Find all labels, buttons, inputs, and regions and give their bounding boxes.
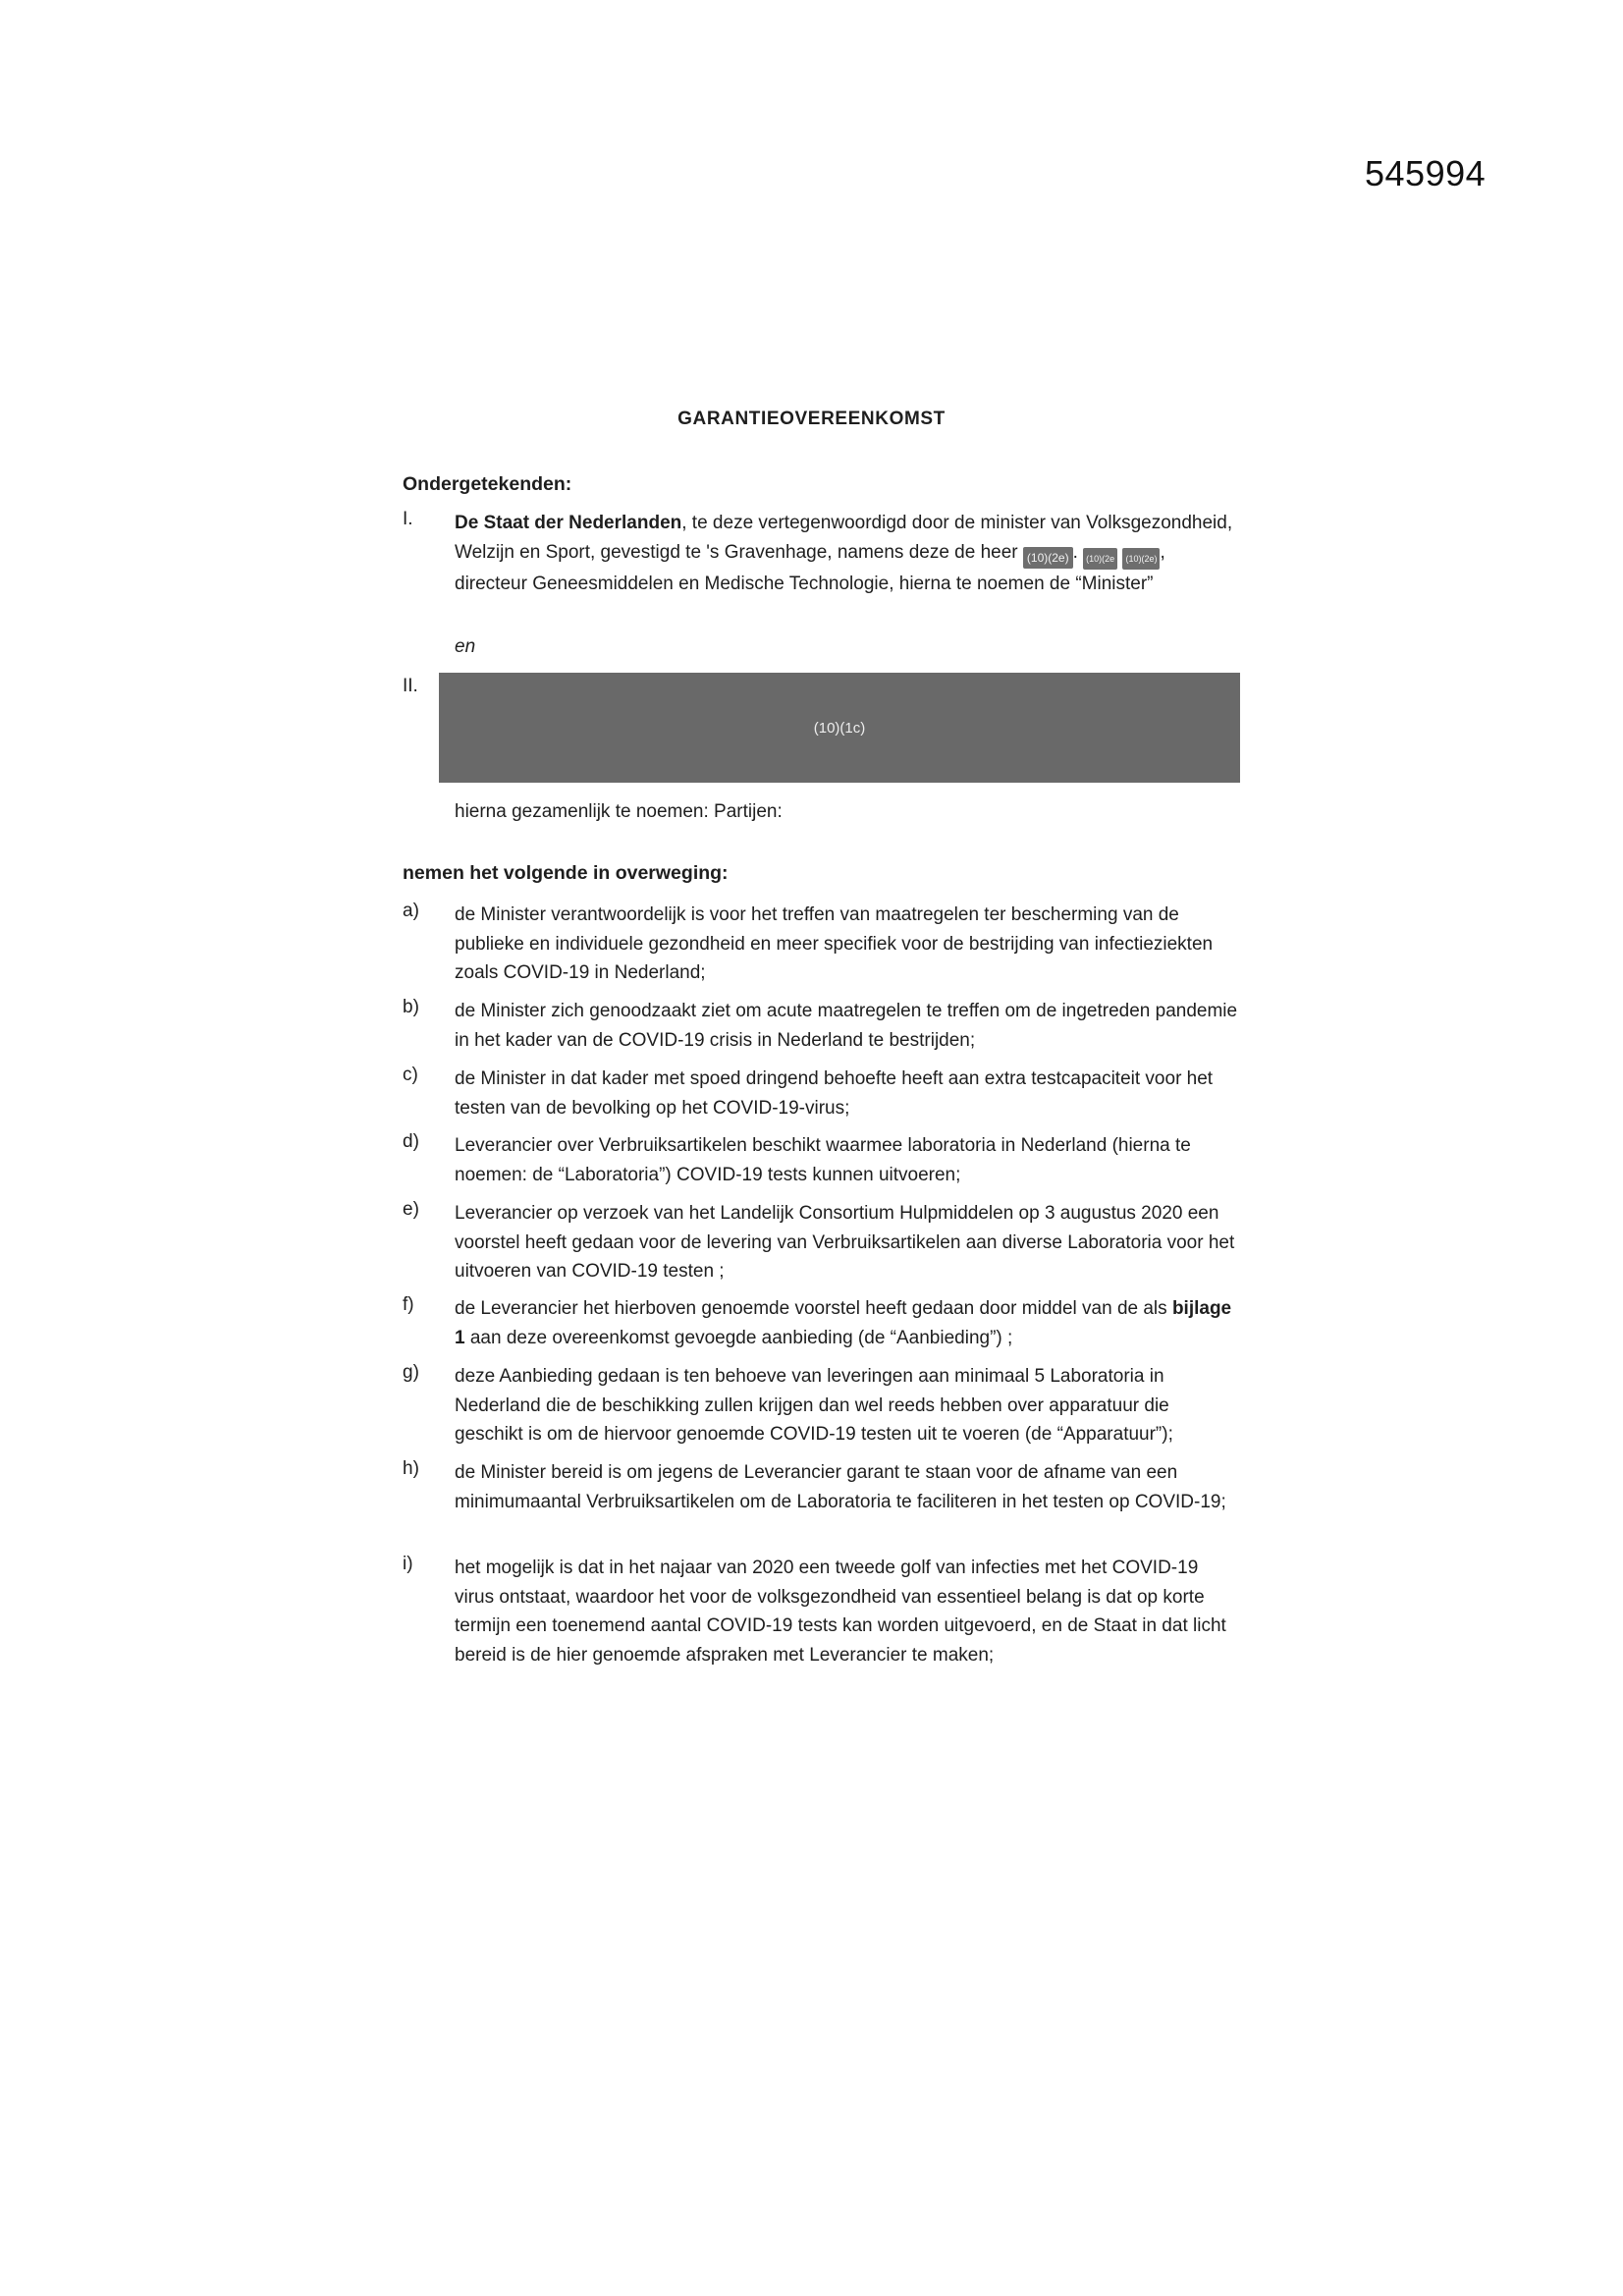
consideration-text: de Minister in dat kader met spoed dringend behoefte heeft aan extra testcapaciteit voor het testen van de bevolking op het COVID-19-virus; [455, 1068, 1214, 1119]
redaction-box: (10)(2e) [1023, 547, 1073, 569]
consideration-label: b) [403, 997, 419, 1017]
consideration-label: i) [403, 1554, 413, 1574]
consideration-label: c) [403, 1065, 418, 1085]
consideration-label: f) [403, 1294, 414, 1315]
consideration-text: de Minister zich genoodzaakt ziet om acute maatregelen te treffen om de ingetreden pandemie in het kader van de COVID-19 crisis in Nederland te bestrijden; [455, 1001, 1238, 1051]
party-i [403, 509, 1247, 627]
party-ii-redaction [439, 673, 1240, 783]
party-i-text [455, 509, 1240, 598]
consideration-item [403, 1199, 1247, 1287]
party-ii-label: II. [403, 676, 418, 696]
and-word: en [455, 636, 476, 657]
appendix-reference: bijlage 1 [455, 1298, 1232, 1348]
party-i-text-3: , directeur Geneesmiddelen en Medische Technologie, hierna te noemen de “Minister” [455, 541, 1165, 594]
consideration-item [403, 1554, 1247, 1671]
document-number: 545994 [1365, 153, 1487, 193]
consideration-item [403, 1131, 1247, 1190]
consideration-label: h) [403, 1458, 419, 1479]
redaction-box: (10)(2e) [1122, 548, 1160, 570]
consideration-item [403, 1065, 1247, 1123]
considerations-heading: nemen het volgende in overweging: [403, 862, 729, 884]
signatories-heading: Ondergetekenden: [403, 473, 572, 495]
party-i-label: I. [403, 509, 413, 529]
consideration-label: e) [403, 1199, 419, 1220]
consideration-text: deze Aanbieding gedaan is ten behoeve van leveringen aan minimaal 5 Laboratoria in Nederland die de beschikking zullen krijgen dan wel reeds hebben over apparatuur die geschikt is om de hiervoor genoemde COVID-19 testen uit te voeren (de “Apparatuur”); [455, 1366, 1173, 1445]
party-i-text-2: . [1072, 541, 1078, 563]
consideration-text-after: aan deze overeenkomst gevoegde aanbieding (de “Aanbieding”) ; [464, 1327, 1013, 1348]
consideration-text: Leverancier over Verbruiksartikelen beschikt waarmee laboratoria in Nederland (hierna te noemen: de “Laboratoria”) COVID-19 tests kunnen uitvoeren; [455, 1135, 1191, 1185]
consideration-item [403, 901, 1247, 989]
consideration-item [403, 1294, 1247, 1353]
consideration-label: d) [403, 1131, 419, 1152]
document-title: GARANTIEOVEREENKOMST [677, 409, 946, 429]
consideration-label: g) [403, 1362, 419, 1383]
consideration-text: de Minister verantwoordelijk is voor het treffen van maatregelen ter bescherming van de publieke en individuele gezondheid en meer specifiek voor de bestrijding van infectieziekten zoals COVID-19 in Nederland; [455, 904, 1214, 983]
consideration-text: Leverancier op verzoek van het Landelijk Consortium Hulpmiddelen op 3 augustus 2020 een voorstel heeft gedaan voor de levering van Verbruiksartikelen aan diverse Laboratoria voor het uitvoeren van COVID-19 testen ; [455, 1203, 1235, 1282]
party-i-name: De Staat der Nederlanden [455, 513, 682, 533]
consideration-text [455, 1294, 1240, 1352]
jointly-text: hierna gezamenlijk te noemen: Partijen: [455, 801, 783, 822]
redaction-box: (10)(2e [1083, 548, 1117, 570]
consideration-text-before: de Leverancier het hierboven genoemde voorstel heeft gedaan door middel van de als [455, 1298, 1172, 1319]
consideration-item [403, 1458, 1247, 1547]
consideration-label: a) [403, 901, 419, 921]
consideration-text: het mogelijk is dat in het najaar van 2020 een tweede golf van infecties met het COVID-19 virus ontstaat, waardoor het voor de volksgezondheid van essentieel belang is dat op korte termijn een toenemend aantal COVID-19 tests kan worden uitgevoerd, en de Staat in dat licht bereid is de hier genoemde afspraken met Leverancier te maken; [455, 1558, 1226, 1666]
party-ii-redaction-code: (10)(1c) [813, 719, 866, 737]
consideration-text: de Minister bereid is om jegens de Leverancier garant te staan voor de afname van een minimumaantal Verbruiksartikelen om de Laboratoria te faciliteren in het testen op COVID-19; [455, 1462, 1226, 1512]
party-i-text-1: , te deze vertegenwoordigd door de minister van Volksgezondheid, Welzijn en Sport, gevestigd te 's Gravenhage, namens deze de heer [455, 513, 1233, 563]
consideration-item [403, 1362, 1247, 1450]
consideration-item [403, 997, 1247, 1056]
